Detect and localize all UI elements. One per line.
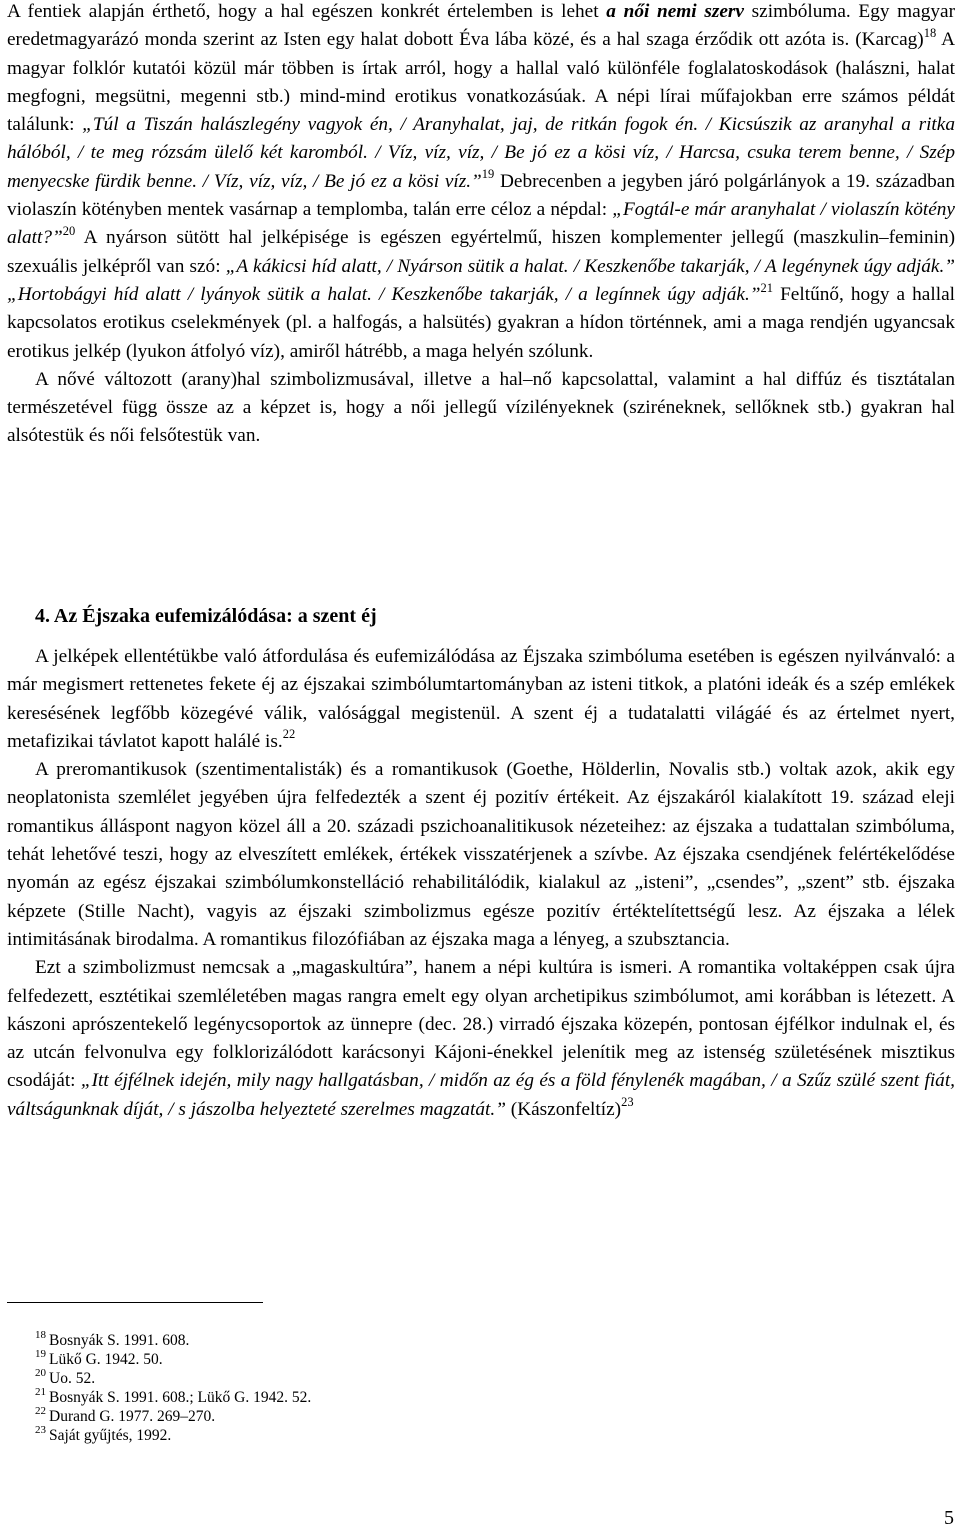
footnote-text: Lükő G. 1942. 50. xyxy=(49,1351,163,1368)
section-heading: 4. Az Éjszaka eufemizálódása: a szent éj xyxy=(35,605,377,627)
footnote-text: Bosnyák S. 1991. 608.; Lükő G. 1942. 52. xyxy=(49,1389,312,1406)
text-run: Feltűnő, hogy a hallal kapcsolatos erotikus cselekmények (pl. a halfogás, a halsütés) gyakran a hídon történnek, ami a maga rendjén ugyancsak erotikus jelkép (lyukon átfolyó víz), amiről hátrébb, a maga helyén szólunk. xyxy=(7,283,955,362)
footnote-text: Saját gyűjtés, 1992. xyxy=(49,1427,172,1444)
text-run: A jelképek ellentétükbe való átfordulása és eufemizálódása az Éjszaka szimbóluma esetében is egészen nyilvánvaló: a már megismert rettenetes fekete éj az éjszakai szimbólumtartományban az isteni titkok, a platóni ideák és a szép emlékek keresésének legfőbb közegévé válik, valósággal megistenül. A szent éj a tudatalatti világáé és az értelmet nyert, metafizikai távlatot kapott halálé is. xyxy=(7,646,955,752)
footnote-number: 18 xyxy=(35,1328,46,1341)
folk-song-quote: „Fogtál-e már aranyhalat / violaszín kötény alatt?” xyxy=(7,199,955,249)
footnote-text: Uo. 52. xyxy=(49,1370,96,1387)
page-number: 5 xyxy=(944,1507,954,1529)
footnote xyxy=(35,1366,311,1388)
text-run: szimbóluma. Egy magyar eredetmagyarázó monda szerint az Isten egy halat dobott Éva lába közé, és a hal szaga érződik ott azóta is. (Karcag) xyxy=(7,1,956,51)
footnote-ref[interactable]: 19 xyxy=(481,167,495,182)
footnote xyxy=(35,1404,311,1426)
paragraph: A preromantikusok (szentimentalisták) és a romantikusok (Goethe, Hölderlin, Novalis stb.) voltak azok, akik egy neoplatonista szemlélet jegyében újra felfedezték a szent éj pozitív értékeit. Az éjszakáról kialakított 19. század eleji romantikus álláspont nagyon közel áll a 20. századi pszichoanalitikusok nézeteihez: az éjszaka a tudattalan szimbóluma, tehát lehetővé teszi, hogy az elveszített emlékek, értékek visszatérjenek a szívbe. Az éjszaka csendjének felértékelődése nyomán az egész éjszakai szimbólumkonstelláció rehabilitálódik, kialakul az „isteni”, „csendes”, „szent” stb. éjszaka képzete (Stille Nacht), vagyis az éjszaki szimbolizmus egésze pozitív értéktelítettségű lesz. Az éjszaka a lélek intimitásának birodalma. A romantikus filozófiában az éjszaka maga a lényeg, a szubsztancia. xyxy=(7,759,955,950)
text-run: Debrecenben a jegyben járó polgárlányok a 19. században violaszín kötényben mentek vasárnap a templomba, talán erre céloz a népdal: xyxy=(7,170,955,221)
footnote-text: Durand G. 1977. 269–270. xyxy=(49,1408,216,1425)
footnote-ref[interactable]: 20 xyxy=(62,223,76,238)
footnote-number: 19 xyxy=(35,1347,46,1360)
footnotes xyxy=(35,1328,312,1445)
emphasis-text: a női nemi szerv xyxy=(606,1,744,22)
footnote-number: 20 xyxy=(35,1366,46,1379)
footnote xyxy=(35,1347,311,1369)
footnote xyxy=(35,1385,312,1407)
paragraph xyxy=(7,643,955,756)
footnote-number: 21 xyxy=(35,1385,46,1398)
text-run: A fentiek alapján érthető, hogy a hal egészen konkrét értelemben is lehet xyxy=(7,1,607,22)
footnote xyxy=(35,1328,311,1350)
body-text-top xyxy=(7,0,955,451)
paragraph: A nővé változott (arany)hal szimbolizmusával, illetve a hal–nő kapcsolattal, valamint a hal diffúz és tisztátalan természetével függ össze az a képzet is, hogy a női jellegű vízilényeknek (sziréneknek, sellőknek stb.) gyakran hal alsótestük és női felsőtestük van. xyxy=(7,368,955,447)
text-run: (Kászonfeltíz) xyxy=(505,1098,622,1120)
footnote-number: 23 xyxy=(35,1423,46,1436)
footnote-ref[interactable]: 18 xyxy=(923,25,937,40)
folk-song-quote: „A kákicsi híd alatt, / Nyárson sütik a halat. / Keszkenőbe takarják, / A legénynek úgy adják.” „Hortobágyi híd alatt / lyányok sütik a halat. / Keszkenőbe takarják, / a legínnek úgy adják.” xyxy=(7,255,955,305)
footnote-divider xyxy=(7,1302,263,1303)
footnote-ref[interactable]: 22 xyxy=(282,727,296,742)
song-quote: „Itt éjfélnek idején, mily nagy hallgatásban, / midőn az ég és a föld fénylenék magában, / a Szűz szülé szent fiát, váltságunknak díját, / s jászolba helyezteté szerelmes magzatát.” xyxy=(7,1070,955,1120)
body-text-bottom xyxy=(7,643,955,1124)
paragraph xyxy=(7,954,955,1124)
footnote-text: Bosnyák S. 1991. 608. xyxy=(49,1332,190,1349)
text-run: Ezt a szimbolizmust nemcsak a „magaskultúra”, hanem a népi kultúra is ismeri. A romantika voltaképpen csak újra felfedezett, esztétikai szemléletében magas rangra emelt egy olyan archetipikus szimbólumot, ami korábban is létezett. A kászoni aprószentekelő legénycsoportok az ünnepre (dec. 28.) virradó éjszaka közepén, pontosan éjfélkor indulnak el, és az utcán felvonulva egy folklorizálódott karácsonyi Kájoni-énekkel jelenítik meg az istenség születésének misztikus csodáját: xyxy=(7,957,955,1092)
footnote-number: 22 xyxy=(35,1404,46,1417)
footnote-ref[interactable]: 21 xyxy=(760,280,774,295)
paragraph xyxy=(7,0,955,366)
folk-song-quote: „Túl a Tiszán halászlegény vagyok én, / Aranyhalat, jaj, de ritkán fogok én. / Kicsúszik az aranyhal a ritka hálóból, / te meg rózsám ülelő két karomból. / Víz, víz, víz, / Be jó ez a kösi víz, / Harcsa, csuka terem benne, / Szép menyecske fürdik benne. / Víz, víz, víz, / Be jó ez a kösi víz.” xyxy=(7,114,955,192)
text-run: A magyar folklór kutatói közül már többen is írtak arról, hogy a hallal való különféle foglalatoskodások (halászni, halat megfogni, megsütni, megenni stb.) mind-mind erotikus vonatkozásúak. A népi lírai műfajokban erre számos példát találunk: xyxy=(7,29,955,136)
footnote-ref[interactable]: 23 xyxy=(621,1095,634,1110)
footnote xyxy=(35,1423,311,1445)
text-run: A nyárson sütött hal jelképisége is egészen egyértelmű, hiszen komplementer jellegű (maszkulin–feminin) szexuális jelképről van szó: xyxy=(7,227,955,277)
